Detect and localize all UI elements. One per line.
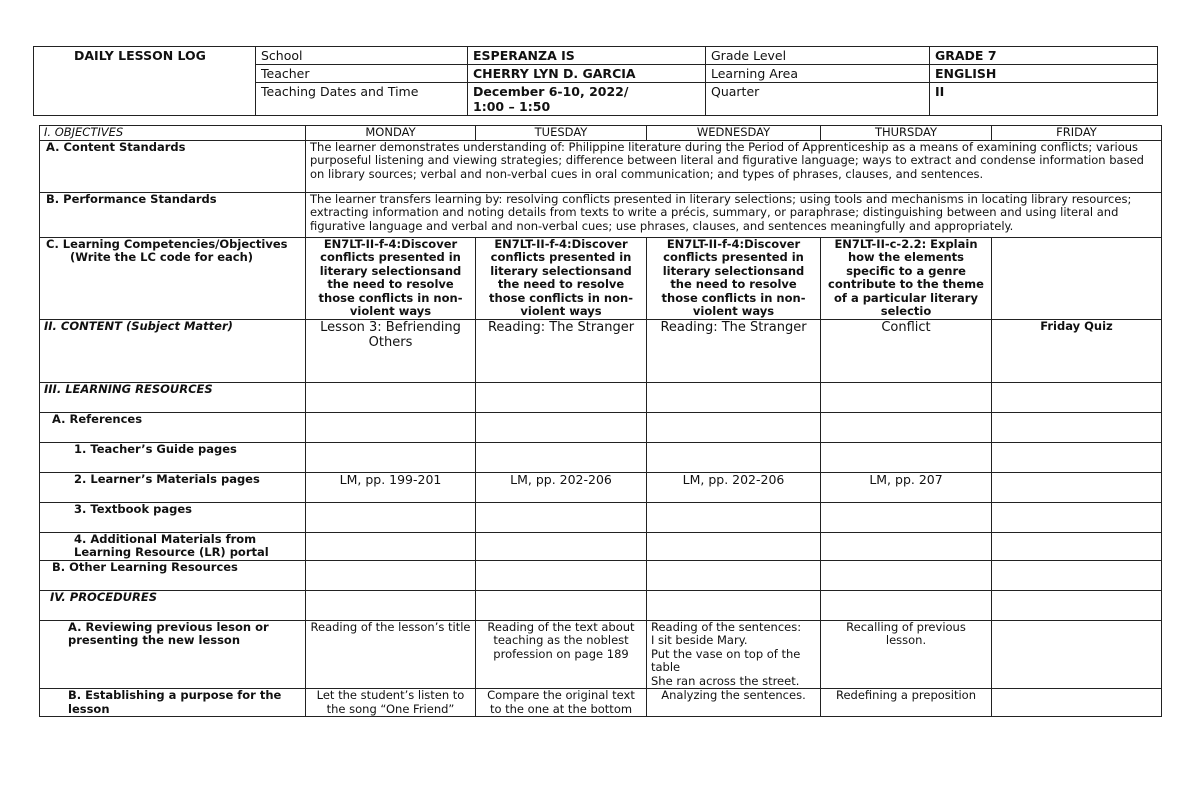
grade-value: GRADE 7 <box>930 47 1158 65</box>
cell-or-wed <box>647 560 821 590</box>
cell-ref-thu <box>821 412 992 442</box>
reviewing-label: A. Reviewing previous leson or presenting the new lesson <box>40 620 306 689</box>
cell-lr-fri <box>992 382 1162 412</box>
cell-ref-wed <box>647 412 821 442</box>
cell-pr-fri <box>992 590 1162 620</box>
reviewing-thursday: Recalling of previous lesson. <box>821 620 992 689</box>
cell-tg-wed <box>647 442 821 472</box>
establishing-tuesday: Compare the original text to the one at the bottom <box>476 689 647 717</box>
learning-competencies-label <box>40 237 306 319</box>
cell-ref-mon <box>306 412 476 442</box>
other-resources-label: B. Other Learning Resources <box>40 560 306 590</box>
cell-or-mon <box>306 560 476 590</box>
cell-am-thu <box>821 532 992 560</box>
lc-thursday: EN7LT-II-c-2.2: Explain how the elements specific to a genre contribute to the theme of a particular literary selectio <box>821 237 992 319</box>
cell-ref-tue <box>476 412 647 442</box>
content-friday: Friday Quiz <box>992 319 1162 382</box>
quarter-value: II <box>930 83 1158 116</box>
content-standards-text: The learner demonstrates understanding of: Philippine literature during the Period of Apprenticeship as a means of examining conflicts; various purposeful listening and viewing strategies; difference between literal and figurative language; ways to extract and condense information based on library sources; verbal and non-verbal cues in oral communication; and types of phrases, clauses, and sentences. <box>306 140 1162 192</box>
lc-label-line2: (Write the LC code for each) <box>70 250 254 264</box>
content-wednesday: Reading: The Stranger <box>647 319 821 382</box>
teacher-value: CHERRY LYN D. GARCIA <box>468 65 706 83</box>
reviewing-wed-line3: Put the vase on top of the table <box>651 646 801 674</box>
cell-lr-wed <box>647 382 821 412</box>
cell-tg-tue <box>476 442 647 472</box>
day-header-tuesday: TUESDAY <box>476 126 647 141</box>
teachers-guide-label: 1. Teacher’s Guide pages <box>40 442 306 472</box>
cell-am-fri <box>992 532 1162 560</box>
lc-wednesday: EN7LT-II-f-4:Discover conflicts presented in literary selectionsand the need to resolve those conflicts in non-violent ways <box>647 237 821 319</box>
area-value: ENGLISH <box>930 65 1158 83</box>
cell-pr-wed <box>647 590 821 620</box>
lc-friday <box>992 237 1162 319</box>
learners-materials-label: 2. Learner’s Materials pages <box>40 472 306 502</box>
procedures-label: IV. PROCEDURES <box>40 590 306 620</box>
establishing-monday: Let the student’s listen to the song “One Friend” <box>306 689 476 717</box>
establishing-thursday: Redefining a preposition <box>821 689 992 717</box>
day-header-friday: FRIDAY <box>992 126 1162 141</box>
cell-pr-thu <box>821 590 992 620</box>
lm-tuesday: LM, pp. 202-206 <box>476 472 647 502</box>
dates-value-line2: 1:00 – 1:50 <box>473 99 551 114</box>
establishing-label: B. Establishing a purpose for the lesson <box>40 689 306 717</box>
cell-lr-tue <box>476 382 647 412</box>
cell-am-tue <box>476 532 647 560</box>
header-table <box>33 46 1158 116</box>
teacher-label: Teacher <box>256 65 468 83</box>
school-value: ESPERANZA IS <box>468 47 706 65</box>
reviewing-tuesday: Reading of the text about teaching as the noblest profession on page 189 <box>476 620 647 689</box>
cell-am-mon <box>306 532 476 560</box>
cell-lm-fri <box>992 472 1162 502</box>
dates-value <box>468 83 706 116</box>
cell-am-wed <box>647 532 821 560</box>
reviewing-wed-line4: She ran across the street. <box>651 673 800 688</box>
cell-tb-thu <box>821 502 992 532</box>
cell-rv-fri <box>992 620 1162 689</box>
dates-value-line1: December 6-10, 2022/ <box>473 84 629 99</box>
area-label: Learning Area <box>706 65 930 83</box>
content-monday: Lesson 3: Befriending Others <box>306 319 476 382</box>
cell-or-tue <box>476 560 647 590</box>
cell-tb-tue <box>476 502 647 532</box>
cell-es-fri <box>992 689 1162 717</box>
school-label: School <box>256 47 468 65</box>
cell-ref-fri <box>992 412 1162 442</box>
cell-or-fri <box>992 560 1162 590</box>
cell-tb-fri <box>992 502 1162 532</box>
cell-tg-fri <box>992 442 1162 472</box>
reviewing-wed-line1: Reading of the sentences: <box>651 620 802 634</box>
day-header-thursday: THURSDAY <box>821 126 992 141</box>
lc-tuesday: EN7LT-II-f-4:Discover conflicts presented in literary selectionsand the need to resolve those conflicts in non-violent ways <box>476 237 647 319</box>
learning-resources-label: III. LEARNING RESOURCES <box>40 382 306 412</box>
performance-standards-text: The learner transfers learning by: resolving conflicts presented in literary selections; using tools and mechanisms in locating library resources; extracting information and noting details from texts to write a précis, summary, or paraphrase; distinguishing between and using literal and figurative language and verbal and non-verbal cues; use phrases, clauses, and sentences meaningfully and appropriately. <box>306 192 1162 237</box>
lm-wednesday: LM, pp. 202-206 <box>647 472 821 502</box>
cell-tg-mon <box>306 442 476 472</box>
cell-tb-mon <box>306 502 476 532</box>
cell-lr-mon <box>306 382 476 412</box>
content-tuesday: Reading: The Stranger <box>476 319 647 382</box>
content-label: II. CONTENT (Subject Matter) <box>40 319 306 382</box>
dates-label: Teaching Dates and Time <box>256 83 468 116</box>
cell-tb-wed <box>647 502 821 532</box>
reviewing-wed-line2: I sit beside Mary. <box>651 633 748 647</box>
reviewing-wednesday <box>647 620 821 689</box>
day-header-wednesday: WEDNESDAY <box>647 126 821 141</box>
lm-monday: LM, pp. 199-201 <box>306 472 476 502</box>
cell-pr-tue <box>476 590 647 620</box>
content-standards-label: A. Content Standards <box>40 140 306 192</box>
establishing-wednesday: Analyzing the sentences. <box>647 689 821 717</box>
reviewing-monday: Reading of the lesson’s title <box>306 620 476 689</box>
lc-monday: EN7LT-II-f-4:Discover conflicts presented in literary selectionsand the need to resolve those conflicts in non-violent ways <box>306 237 476 319</box>
quarter-label: Quarter <box>706 83 930 116</box>
cell-or-thu <box>821 560 992 590</box>
cell-tg-thu <box>821 442 992 472</box>
textbook-label: 3. Textbook pages <box>40 502 306 532</box>
additional-materials-label: 4. Additional Materials from Learning Resource (LR) portal <box>40 532 306 560</box>
performance-standards-label: B. Performance Standards <box>40 192 306 237</box>
lesson-log-table <box>39 125 1162 717</box>
cell-pr-mon <box>306 590 476 620</box>
cell-lr-thu <box>821 382 992 412</box>
content-thursday: Conflict <box>821 319 992 382</box>
objectives-heading: I. OBJECTIVES <box>40 126 306 141</box>
references-label: A. References <box>40 412 306 442</box>
lm-thursday: LM, pp. 207 <box>821 472 992 502</box>
grade-label: Grade Level <box>706 47 930 65</box>
lc-label-line1: C. Learning Competencies/Objectives <box>46 237 288 251</box>
day-header-monday: MONDAY <box>306 126 476 141</box>
document-title: DAILY LESSON LOG <box>34 47 256 116</box>
